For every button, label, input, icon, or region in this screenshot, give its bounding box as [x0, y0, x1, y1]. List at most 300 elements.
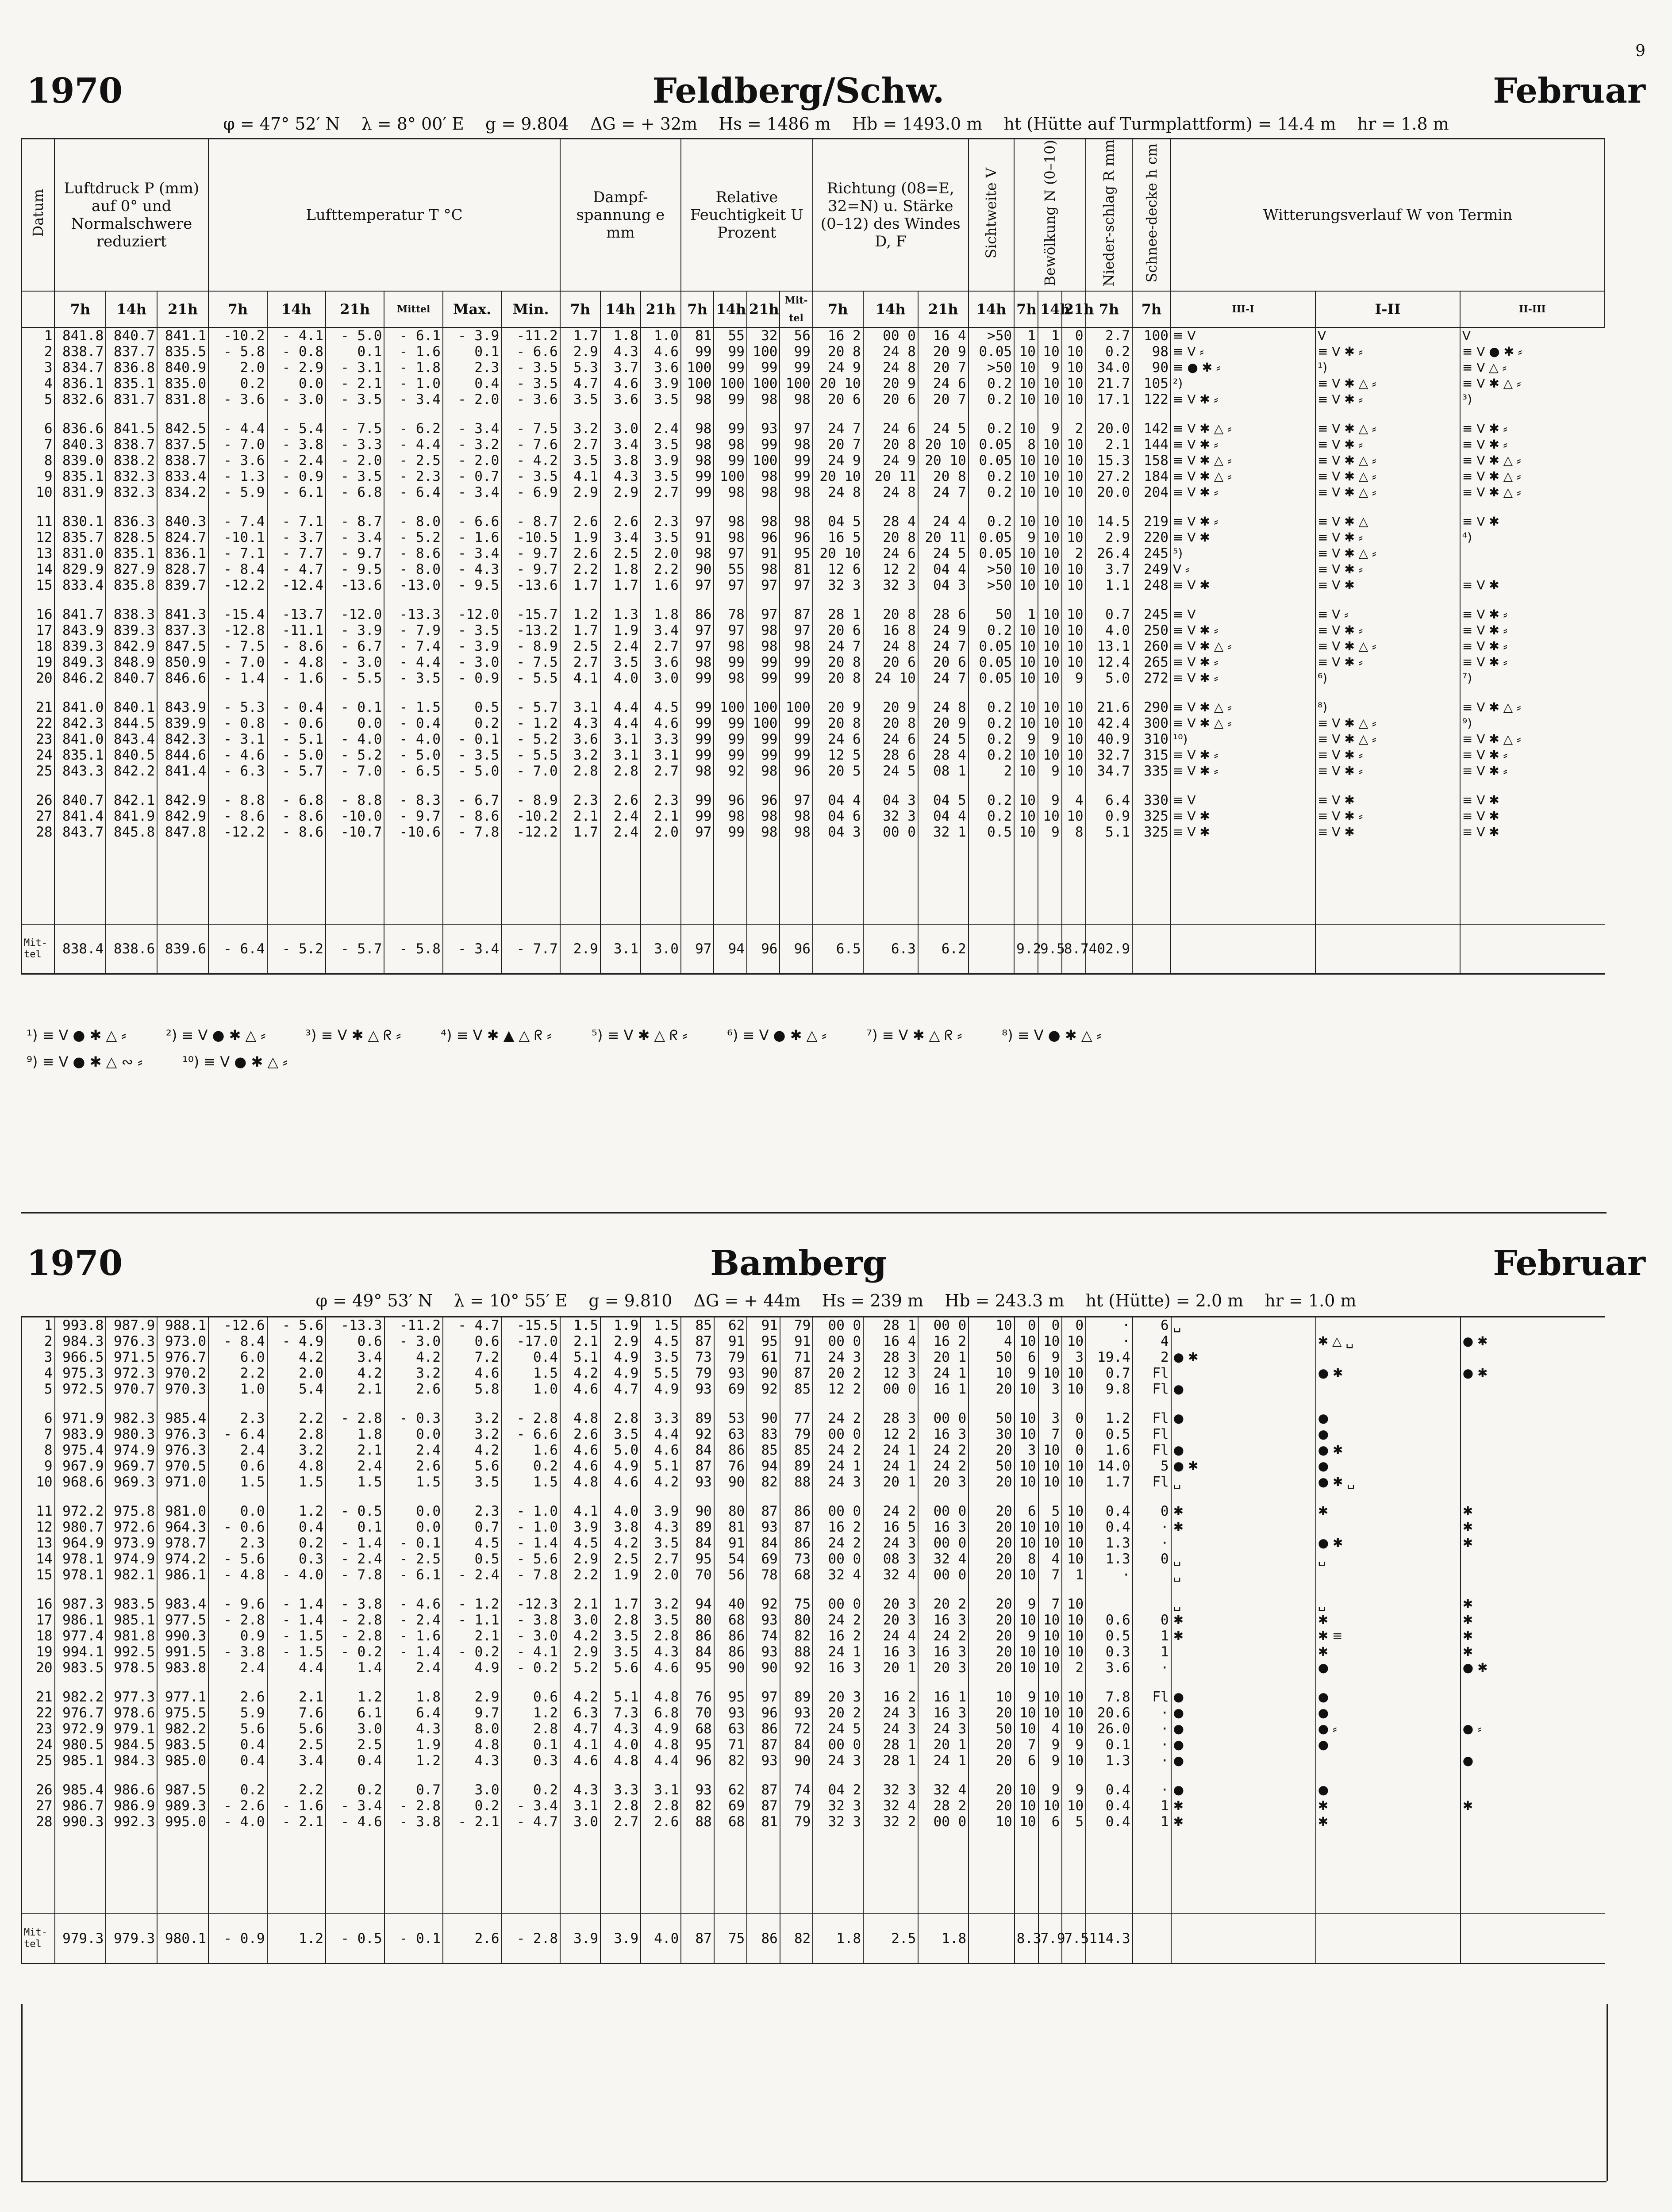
- value-cell: 2.1: [641, 808, 681, 824]
- value-cell: 63: [714, 1426, 747, 1442]
- mean-cell: 3.0: [641, 924, 681, 974]
- value-cell: 840.7: [54, 792, 106, 808]
- value-cell: 2.8: [267, 1426, 326, 1442]
- param-hs: Hs = 239 m: [822, 1291, 924, 1310]
- value-cell: 6: [1015, 1503, 1038, 1519]
- value-cell: 4.2: [267, 1349, 326, 1365]
- value-cell: 98: [780, 392, 813, 407]
- value-cell: 841.5: [106, 421, 157, 437]
- weather-cell: [1171, 1644, 1316, 1660]
- value-cell: 20: [969, 1782, 1014, 1798]
- value-cell: 3.5: [600, 1628, 641, 1644]
- value-cell: -11.2: [384, 1317, 443, 1334]
- value-cell: 10: [1062, 392, 1086, 407]
- mean-cell: - 0.1: [384, 1914, 443, 1964]
- value-cell: 2.0: [641, 824, 681, 840]
- value-cell: 100: [747, 344, 780, 360]
- value-cell: 983.8: [157, 1660, 208, 1676]
- col-feuchtigkeit: Relative Feuchtigkeit U Prozent: [681, 139, 813, 291]
- value-cell: 34.7: [1086, 763, 1133, 779]
- value-cell: 1.7: [560, 824, 600, 840]
- value-cell: 10: [1038, 1689, 1062, 1705]
- weather-cell: [1316, 1753, 1461, 1769]
- value-cell: 4.1: [560, 469, 600, 484]
- value-cell: 9: [1038, 763, 1062, 779]
- mean-cell: 96: [747, 924, 780, 974]
- value-cell: 4.6: [600, 1474, 641, 1490]
- col-niederschlag: Nieder-schlag R mm: [1086, 139, 1133, 291]
- value-cell: 2.6: [560, 1426, 600, 1442]
- value-cell: 995.0: [157, 1814, 208, 1830]
- value-cell: 828.7: [157, 561, 208, 577]
- value-cell: - 5.6: [267, 1317, 326, 1334]
- value-cell: 6: [1015, 1349, 1038, 1365]
- col-witterung: Witterungsverlauf W von Termin: [1171, 139, 1605, 291]
- value-cell: 20: [969, 1705, 1014, 1721]
- value-cell: 28 1: [813, 607, 863, 622]
- value-cell: 1: [1014, 607, 1038, 622]
- value-cell: 0: [1133, 1503, 1171, 1519]
- value-cell: 97: [747, 607, 780, 622]
- weather-cell: ≡ V ✱: [1460, 792, 1605, 808]
- weather-cell: ≡ V ✱ △ ⸗: [1315, 421, 1460, 437]
- value-cell: 992.5: [106, 1644, 157, 1660]
- spacer-row: [22, 1769, 1605, 1782]
- value-cell: 1.5: [502, 1365, 560, 1381]
- value-cell: 42.4: [1086, 715, 1133, 731]
- value-cell: - 3.4: [502, 1798, 560, 1814]
- value-cell: 9: [1038, 824, 1062, 840]
- value-cell: 20 7: [918, 392, 969, 407]
- value-cell: - 3.5: [443, 747, 501, 763]
- value-cell: 20.0: [1086, 484, 1133, 500]
- weather-cell: ≡ V ✱ △ ⸗: [1460, 453, 1605, 469]
- weather-cell: ≡ V ✱ ⸗: [1315, 808, 1460, 824]
- table-row: [22, 1426, 1605, 1442]
- value-cell: 0.05: [969, 654, 1014, 670]
- value-cell: 79: [780, 1814, 813, 1830]
- value-cell: 10: [1038, 344, 1062, 360]
- value-cell: 3.1: [600, 731, 641, 747]
- value-cell: 10: [1038, 1798, 1062, 1814]
- value-cell: 99: [780, 731, 813, 747]
- value-cell: 10: [1038, 808, 1062, 824]
- value-cell: 1.7: [600, 577, 641, 593]
- value-cell: 00 0: [863, 1381, 918, 1397]
- col-bewoelkung: Bewölkung N (0–10): [1014, 139, 1085, 291]
- value-cell: 2.8: [600, 1612, 641, 1628]
- value-cell: 16 2: [918, 1333, 969, 1349]
- value-cell: 10: [1062, 715, 1086, 731]
- param-hb: Hb = 243.3 m: [945, 1291, 1065, 1310]
- value-cell: 10: [1038, 747, 1062, 763]
- value-cell: 4.6: [641, 715, 681, 731]
- value-cell: 04 2: [813, 1782, 863, 1798]
- weather-cell: ≡ V ✱ ⸗: [1460, 607, 1605, 622]
- subheader-cell: Min.: [501, 291, 560, 327]
- weather-cell: ≡ V ✱ ⸗: [1171, 622, 1315, 638]
- value-cell: 10: [1038, 1660, 1062, 1676]
- mean-cell: [1461, 1914, 1605, 1964]
- weather-cell: ≡ V ✱ △ ⸗: [1460, 484, 1605, 500]
- day-cell: 15: [22, 1567, 55, 1583]
- value-cell: 10: [1062, 1519, 1086, 1535]
- value-cell: 99: [681, 469, 714, 484]
- table-row: [22, 453, 1605, 469]
- value-cell: 20 6: [863, 392, 918, 407]
- value-cell: 2.8: [600, 763, 641, 779]
- weather-cell: ≡ V ✱ △ ⸗: [1315, 469, 1460, 484]
- mean-cell: 979.3: [106, 1914, 157, 1964]
- footnote: ⁹) ≡ V ● ✱ △ ∾ ⸗: [27, 1053, 143, 1070]
- value-cell: 99: [681, 344, 714, 360]
- value-cell: - 4.6: [326, 1814, 384, 1830]
- value-cell: 24 10: [863, 670, 918, 686]
- value-cell: 10: [1015, 1426, 1038, 1442]
- col-wind: Richtung (08=E, 32=N) u. Stärke (0–12) des Windes D, F: [813, 139, 969, 291]
- value-cell: 84: [681, 1442, 714, 1458]
- value-cell: - 2.4: [384, 1612, 443, 1628]
- value-cell: 2.7: [600, 1814, 641, 1830]
- day-cell: 8: [22, 453, 54, 469]
- weather-cell: ≡ V ✱ △ ⸗: [1171, 638, 1315, 654]
- value-cell: 98: [681, 453, 714, 469]
- value-cell: 831.8: [157, 392, 208, 407]
- bottom-rule: [21, 2181, 1607, 2182]
- table-row: [22, 376, 1605, 392]
- footnote: ¹⁰) ≡ V ● ✱ △ ⸗: [182, 1053, 288, 1070]
- value-cell: - 4.8: [267, 654, 326, 670]
- value-cell: - 2.1: [267, 1814, 326, 1830]
- value-cell: 3.9: [641, 453, 681, 469]
- weather-cell: [1171, 1535, 1316, 1551]
- mean-cell: 9.2: [1014, 924, 1038, 974]
- value-cell: 98: [780, 484, 813, 500]
- value-cell: 831.9: [54, 484, 106, 500]
- value-cell: - 7.7: [267, 545, 326, 561]
- col-dampfspannung: Dampf-spannung e mm: [560, 139, 681, 291]
- value-cell: 10: [1062, 514, 1086, 530]
- value-cell: - 9.5: [443, 577, 501, 593]
- value-cell: 3.4: [326, 1349, 384, 1365]
- value-cell: - 3.9: [443, 638, 501, 654]
- value-cell: 93: [747, 1612, 780, 1628]
- value-cell: 2.1: [443, 1628, 501, 1644]
- value-cell: 6.8: [641, 1705, 681, 1721]
- value-cell: 3.5: [600, 1426, 641, 1442]
- value-cell: ·: [1133, 1705, 1171, 1721]
- value-cell: ·: [1133, 1737, 1171, 1753]
- value-cell: - 3.0: [267, 392, 326, 407]
- weather-cell: V: [1315, 327, 1460, 344]
- value-cell: 839.3: [54, 638, 106, 654]
- value-cell: 90: [747, 1660, 780, 1676]
- value-cell: 3.3: [600, 1782, 641, 1798]
- value-cell: 10: [1014, 792, 1038, 808]
- value-cell: 10: [1038, 1535, 1062, 1551]
- weather-cell: ≡ V: [1171, 607, 1315, 622]
- value-cell: >50: [969, 577, 1014, 593]
- station-parameters: [27, 114, 1645, 134]
- year: 1970: [27, 1243, 123, 1283]
- weather-cell: ≡ V ✱: [1460, 577, 1605, 593]
- value-cell: 0.4: [443, 376, 501, 392]
- weather-cell: ␣: [1171, 1596, 1316, 1612]
- value-cell: 10: [1038, 1333, 1062, 1349]
- value-cell: - 5.7: [267, 763, 326, 779]
- value-cell: 2.6: [641, 1814, 681, 1830]
- value-cell: 87: [747, 1737, 780, 1753]
- weather-cell: ≡ V ✱ ⸗: [1171, 654, 1315, 670]
- spacer-row: [22, 593, 1605, 607]
- weather-cell: ≡ V ✱ △ ⸗: [1315, 638, 1460, 654]
- value-cell: 10: [1062, 1753, 1086, 1769]
- value-cell: 1.9: [600, 1567, 641, 1583]
- value-cell: 10: [1038, 1628, 1062, 1644]
- value-cell: 10: [1014, 577, 1038, 593]
- value-cell: 842.9: [157, 808, 208, 824]
- value-cell: -12.2: [208, 824, 267, 840]
- weather-cell: ␣: [1171, 1567, 1316, 1583]
- value-cell: 4.2: [326, 1365, 384, 1381]
- value-cell: 204: [1132, 484, 1171, 500]
- value-cell: 10: [1015, 1721, 1038, 1737]
- param-hs: Hs = 1486 m: [719, 114, 831, 134]
- value-cell: 1.7: [560, 577, 600, 593]
- value-cell: 16 3: [918, 1519, 969, 1535]
- value-cell: - 8.0: [384, 514, 442, 530]
- value-cell: 977.5: [157, 1612, 208, 1628]
- value-cell: - 0.1: [326, 699, 384, 715]
- subheader-cell: Max.: [443, 291, 501, 327]
- value-cell: 4.2: [560, 1689, 600, 1705]
- weather-cell: ✱ ≡: [1316, 1628, 1461, 1644]
- day-cell: 21: [22, 699, 54, 715]
- value-cell: 3.9: [560, 1519, 600, 1535]
- station-name: Feldberg/Schw.: [652, 71, 945, 111]
- value-cell: 20 8: [863, 530, 918, 545]
- weather-cell: ≡ V ✱ △ ⸗: [1315, 484, 1460, 500]
- value-cell: 24 2: [813, 1442, 863, 1458]
- mean-cell: [1315, 924, 1460, 974]
- mean-cell: 86: [747, 1914, 780, 1964]
- value-cell: 0.2: [969, 392, 1014, 407]
- value-cell: 93: [714, 1705, 747, 1721]
- value-cell: 3.0: [443, 1782, 501, 1798]
- weather-cell: ✱: [1171, 1612, 1316, 1628]
- value-cell: - 8.6: [384, 545, 442, 561]
- value-cell: 272: [1132, 670, 1171, 686]
- value-cell: 843.9: [54, 622, 106, 638]
- value-cell: 2.4: [641, 421, 681, 437]
- weather-cell: ≡ V ✱: [1315, 824, 1460, 840]
- value-cell: 834.2: [157, 484, 208, 500]
- value-cell: 986.7: [55, 1798, 106, 1814]
- value-cell: -13.7: [267, 607, 326, 622]
- weather-cell: [1461, 1426, 1605, 1442]
- value-cell: 2.5: [267, 1737, 326, 1753]
- value-cell: 10: [1062, 1365, 1086, 1381]
- value-cell: 75: [780, 1596, 813, 1612]
- value-cell: - 3.8: [267, 437, 326, 453]
- value-cell: 10: [1062, 731, 1086, 747]
- value-cell: 20: [969, 1628, 1014, 1644]
- value-cell: 30: [969, 1426, 1014, 1442]
- value-cell: 10: [1014, 715, 1038, 731]
- weather-cell: ≡ V ✱ ⸗: [1315, 392, 1460, 407]
- value-cell: Fl: [1133, 1426, 1171, 1442]
- value-cell: 99: [780, 453, 813, 469]
- value-cell: - 2.0: [326, 453, 384, 469]
- value-cell: 81: [714, 1519, 747, 1535]
- value-cell: 00 0: [863, 327, 918, 344]
- value-cell: 00 0: [813, 1551, 863, 1567]
- value-cell: - 8.0: [384, 561, 442, 577]
- value-cell: 833.4: [54, 577, 106, 593]
- value-cell: 20: [969, 1551, 1014, 1567]
- weather-cell: ● ✱: [1171, 1349, 1316, 1365]
- day-cell: 25: [22, 1753, 55, 1769]
- value-cell: 69: [714, 1798, 747, 1814]
- value-cell: 04 4: [918, 808, 969, 824]
- value-cell: 10: [969, 1689, 1014, 1705]
- value-cell: 1.2: [326, 1689, 384, 1705]
- value-cell: 0.5: [443, 1551, 501, 1567]
- value-cell: 5.9: [208, 1705, 267, 1721]
- value-cell: - 5.0: [384, 747, 442, 763]
- table-row: [22, 1628, 1605, 1644]
- value-cell: 0.4: [1086, 1798, 1133, 1814]
- value-cell: 3.3: [641, 1410, 681, 1426]
- value-cell: 10: [1014, 376, 1038, 392]
- weather-cell: ✱: [1316, 1814, 1461, 1830]
- mean-cell: - 0.9: [208, 1914, 267, 1964]
- value-cell: 0.7: [443, 1519, 501, 1535]
- value-cell: 4.6: [560, 1753, 600, 1769]
- value-cell: 24 7: [918, 670, 969, 686]
- mean-cell: 6.3: [863, 924, 918, 974]
- value-cell: 10: [1014, 638, 1038, 654]
- value-cell: 2.2: [560, 561, 600, 577]
- value-cell: 5.3: [560, 360, 600, 376]
- weather-cell: ●: [1171, 1442, 1316, 1458]
- value-cell: 00 0: [813, 1317, 863, 1334]
- param-gravity: g = 9.804: [485, 114, 569, 134]
- param-latitude: φ = 49° 53′ N: [315, 1291, 433, 1310]
- table-row: [22, 392, 1605, 407]
- value-cell: 99: [714, 360, 746, 376]
- value-cell: 98: [714, 808, 746, 824]
- value-cell: 27.2: [1086, 469, 1133, 484]
- table-row: [22, 1381, 1605, 1397]
- day-cell: 20: [22, 670, 54, 686]
- value-cell: 978.5: [106, 1660, 157, 1676]
- value-cell: 20: [969, 1753, 1014, 1769]
- value-cell: 10: [1038, 437, 1062, 453]
- value-cell: 4.9: [600, 1365, 641, 1381]
- value-cell: 86: [681, 1628, 714, 1644]
- value-cell: 0: [1133, 1551, 1171, 1567]
- value-cell: Fl: [1133, 1689, 1171, 1705]
- mean-cell: 2.6: [443, 1914, 501, 1964]
- value-cell: 24 9: [813, 360, 863, 376]
- day-cell: 4: [22, 376, 54, 392]
- value-cell: 4.9: [641, 1381, 681, 1397]
- value-cell: 7: [1015, 1737, 1038, 1753]
- value-cell: 16 3: [918, 1644, 969, 1660]
- value-cell: 4.3: [560, 715, 600, 731]
- value-cell: - 0.4: [384, 715, 442, 731]
- value-cell: 4: [1133, 1333, 1171, 1349]
- value-cell: 2: [1062, 421, 1086, 437]
- value-cell: 972.3: [106, 1365, 157, 1381]
- weather-cell: ≡ V ✱: [1460, 808, 1605, 824]
- value-cell: 836.6: [54, 421, 106, 437]
- value-cell: 10: [1014, 654, 1038, 670]
- value-cell: 2.2: [267, 1410, 326, 1426]
- table-row: [22, 654, 1605, 670]
- value-cell: 10: [1062, 376, 1086, 392]
- weather-cell: ●: [1316, 1426, 1461, 1442]
- station-parameters: [27, 1291, 1645, 1310]
- value-cell: 838.3: [106, 607, 157, 622]
- value-cell: 24 9: [918, 622, 969, 638]
- value-cell: 10: [1015, 1519, 1038, 1535]
- weather-cell: ≡ V ✱ △: [1315, 514, 1460, 530]
- value-cell: 4.9: [600, 1349, 641, 1365]
- value-cell: 2.0: [641, 545, 681, 561]
- value-cell: - 7.5: [208, 638, 267, 654]
- weather-cell: [1461, 1551, 1605, 1567]
- value-cell: - 8.8: [208, 792, 267, 808]
- value-cell: 2.3: [443, 360, 501, 376]
- weather-cell: ≡ V ✱ ⸗: [1171, 763, 1315, 779]
- value-cell: 62: [714, 1317, 747, 1334]
- value-cell: 0.4: [208, 1737, 267, 1753]
- value-cell: 9: [1062, 1737, 1086, 1753]
- weather-cell: ●: [1316, 1458, 1461, 1474]
- spacer-row: [22, 840, 1605, 924]
- value-cell: 1.8: [326, 1426, 384, 1442]
- value-cell: 8: [1015, 1551, 1038, 1567]
- value-cell: 978.1: [55, 1567, 106, 1583]
- value-cell: 100: [747, 453, 780, 469]
- value-cell: - 6.6: [443, 514, 501, 530]
- value-cell: 265: [1132, 654, 1171, 670]
- value-cell: 20: [969, 1474, 1014, 1490]
- value-cell: 843.3: [54, 763, 106, 779]
- value-cell: 98: [681, 421, 714, 437]
- weather-cell: ≡ V ⸗: [1171, 344, 1315, 360]
- value-cell: 3.8: [600, 453, 641, 469]
- value-cell: 10: [1062, 1458, 1086, 1474]
- value-cell: - 5.4: [267, 421, 326, 437]
- value-cell: 841.1: [157, 327, 208, 344]
- value-cell: 0.9: [208, 1628, 267, 1644]
- table-row: [22, 1519, 1605, 1535]
- value-cell: 24 3: [813, 1753, 863, 1769]
- weather-cell: ≡ V ✱ △ ⸗: [1460, 376, 1605, 392]
- day-cell: 10: [22, 1474, 55, 1490]
- value-cell: 16 3: [863, 1644, 918, 1660]
- value-cell: 1: [1133, 1814, 1171, 1830]
- value-cell: 990.3: [157, 1628, 208, 1644]
- day-cell: 20: [22, 1660, 55, 1676]
- spacer-row: [22, 1490, 1605, 1503]
- value-cell: 24 3: [863, 1721, 918, 1737]
- mean-cell: 94: [714, 924, 746, 974]
- page-number: 9: [1635, 42, 1645, 60]
